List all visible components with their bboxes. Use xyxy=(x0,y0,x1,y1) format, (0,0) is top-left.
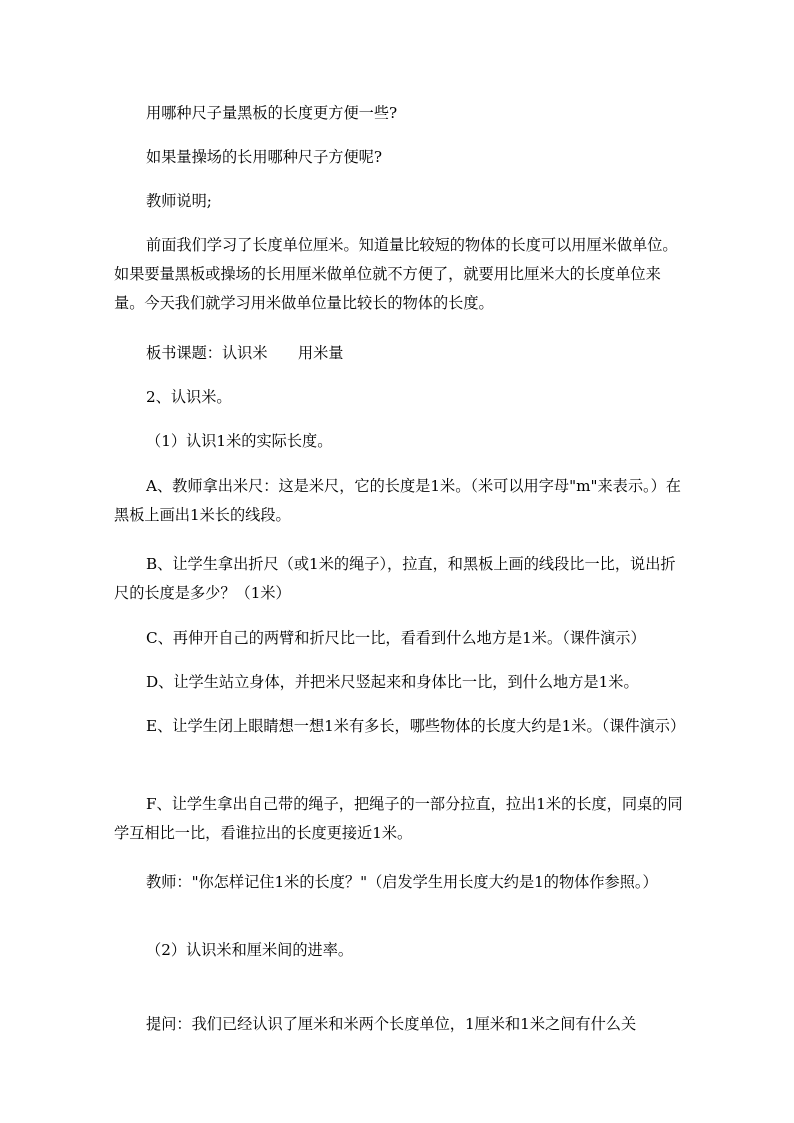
paragraph-lesson-title: 板书课题：认识米 用米量 xyxy=(146,344,344,362)
paragraph-step-f: F、让学生拿出自己带的绳子，把绳子的一部分拉直，拉出1米的长度，同桌的同学互相比一比，看谁拉出的长度更接近1米。 xyxy=(114,795,683,842)
paragraph-step-d: D、让学生站立身体，并把米尺竖起来和身体比一比，到什么地方是1米。 xyxy=(146,673,639,691)
paragraph-question-relation: 提问：我们已经认识了厘米和米两个长度单位，1厘米和1米之间有什么关 xyxy=(146,1015,637,1033)
paragraph-step-a: A、教师拿出米尺：这是米尺，它的长度是1米。（米可以用字母"m"来表示。）在黑板上画出1米长的线段。 xyxy=(114,477,681,524)
paragraph-step-c: C、再伸开自己的两臂和折尺比一比，看看到什么地方是1米。（课件演示） xyxy=(146,629,646,647)
paragraph-teacher-explanation: 前面我们学习了长度单位厘米。知道量比较短的物体的长度可以用厘米做单位。如果要量黑板或操场的长用厘米做单位就不方便了，就要用比厘米大的长度单位来量。今天我们就学习用米做单位量比较长的物体的长度。 xyxy=(114,236,678,312)
paragraph-question-blackboard-ruler: 用哪种尺子量黑板的长度更方便一些? xyxy=(146,104,398,122)
paragraph-step-b: B、让学生拿出折尺（或1米的绳子），拉直，和黑板上画的线段比一比，说出折尺的长度是多少？（1米） xyxy=(114,555,676,602)
paragraph-teacher-question: 教师："你怎样记住1米的长度？"（启发学生用长度大约是1的物体作参照。） xyxy=(146,873,658,891)
paragraph-teacher-explanation-heading: 教师说明; xyxy=(146,192,212,210)
paragraph-subsection-2: （2）认识米和厘米间的进率。 xyxy=(146,941,354,959)
paragraph-section-2: 2、认识米。 xyxy=(146,388,232,406)
paragraph-question-playground-ruler: 如果量操场的长用哪种尺子方便呢? xyxy=(146,148,382,166)
paragraph-step-e: E、让学生闭上眼睛想一想1米有多长，哪些物体的长度大约是1米。（课件演示） xyxy=(146,717,686,735)
paragraph-subsection-1: （1）认识1米的实际长度。 xyxy=(146,432,333,450)
